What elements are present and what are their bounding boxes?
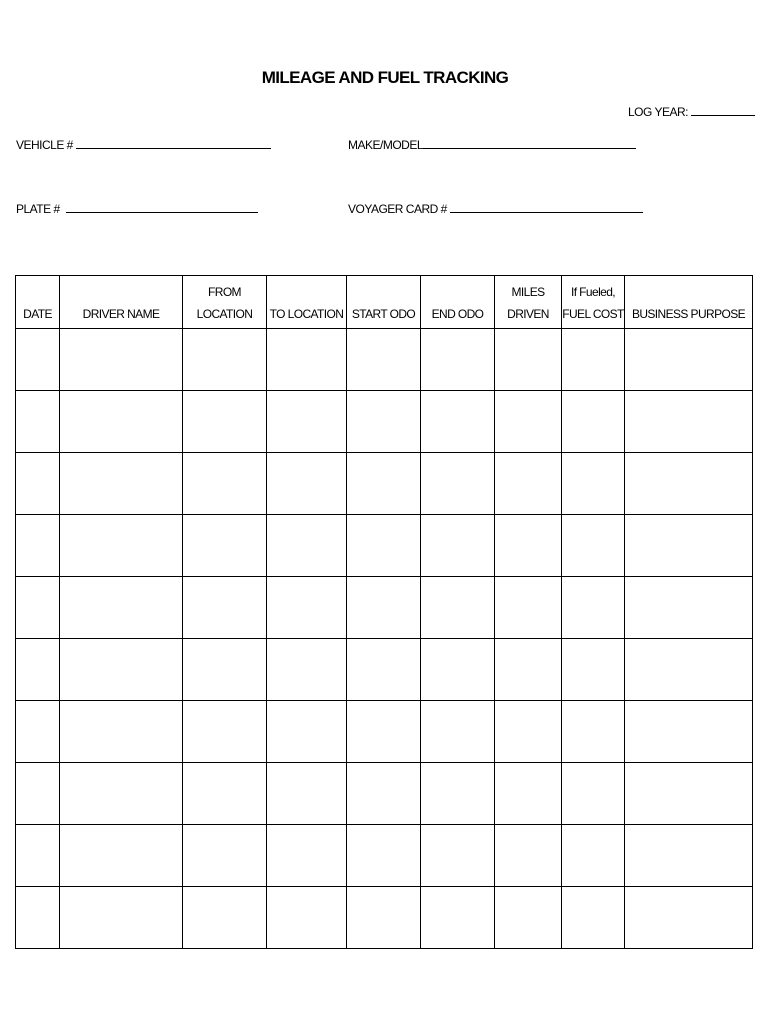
cell-date[interactable] — [16, 453, 60, 515]
cell-miles-driven[interactable] — [495, 639, 562, 701]
cell-business-purpose[interactable] — [625, 763, 753, 825]
voyager-card-blank[interactable] — [450, 200, 643, 213]
table-row — [16, 453, 753, 515]
table-body — [16, 329, 753, 949]
cell-business-purpose[interactable] — [625, 825, 753, 887]
cell-driver-name[interactable] — [60, 763, 183, 825]
cell-to-location[interactable] — [267, 887, 347, 949]
page-title: MILEAGE AND FUEL TRACKING — [261, 68, 509, 87]
cell-start-odo[interactable] — [347, 577, 421, 639]
cell-start-odo[interactable] — [347, 639, 421, 701]
cell-fuel-cost[interactable] — [562, 825, 625, 887]
column-header-driver-name: DRIVER NAME — [60, 276, 183, 329]
cell-to-location[interactable] — [267, 329, 347, 391]
cell-date[interactable] — [16, 825, 60, 887]
cell-end-odo[interactable] — [421, 391, 495, 453]
cell-fuel-cost[interactable] — [562, 453, 625, 515]
table-row — [16, 329, 753, 391]
cell-business-purpose[interactable] — [625, 329, 753, 391]
cell-fuel-cost[interactable] — [562, 329, 625, 391]
cell-business-purpose[interactable] — [625, 577, 753, 639]
vehicle-blank[interactable] — [76, 136, 271, 149]
cell-end-odo[interactable] — [421, 763, 495, 825]
cell-miles-driven[interactable] — [495, 887, 562, 949]
cell-start-odo[interactable] — [347, 391, 421, 453]
cell-to-location[interactable] — [267, 391, 347, 453]
cell-to-location[interactable] — [267, 825, 347, 887]
cell-business-purpose[interactable] — [625, 639, 753, 701]
cell-business-purpose[interactable] — [625, 391, 753, 453]
column-header-miles-driven: MILES DRIVEN — [495, 276, 562, 329]
cell-miles-driven[interactable] — [495, 825, 562, 887]
cell-date[interactable] — [16, 763, 60, 825]
cell-business-purpose[interactable] — [625, 887, 753, 949]
cell-miles-driven[interactable] — [495, 763, 562, 825]
cell-fuel-cost[interactable] — [562, 391, 625, 453]
cell-driver-name[interactable] — [60, 825, 183, 887]
cell-from-location[interactable] — [183, 701, 267, 763]
cell-start-odo[interactable] — [347, 763, 421, 825]
cell-from-location[interactable] — [183, 453, 267, 515]
cell-miles-driven[interactable] — [495, 453, 562, 515]
mileage-log-table — [15, 275, 753, 949]
cell-to-location[interactable] — [267, 515, 347, 577]
table-row — [16, 639, 753, 701]
cell-end-odo[interactable] — [421, 825, 495, 887]
cell-start-odo[interactable] — [347, 515, 421, 577]
cell-from-location[interactable] — [183, 391, 267, 453]
cell-to-location[interactable] — [267, 763, 347, 825]
cell-end-odo[interactable] — [421, 453, 495, 515]
column-header-from-location: FROM LOCATION — [183, 276, 267, 329]
table-row — [16, 701, 753, 763]
cell-date[interactable] — [16, 887, 60, 949]
table-row — [16, 887, 753, 949]
cell-fuel-cost[interactable] — [562, 701, 625, 763]
voyager-card-field — [348, 200, 643, 216]
table-header-row — [16, 276, 753, 329]
cell-from-location[interactable] — [183, 639, 267, 701]
cell-miles-driven[interactable] — [495, 329, 562, 391]
cell-date[interactable] — [16, 515, 60, 577]
cell-end-odo[interactable] — [421, 887, 495, 949]
cell-driver-name[interactable] — [60, 329, 183, 391]
cell-start-odo[interactable] — [347, 329, 421, 391]
cell-to-location[interactable] — [267, 453, 347, 515]
cell-driver-name[interactable] — [60, 577, 183, 639]
voyager-card-label: VOYAGER CARD # — [348, 202, 447, 216]
column-header-date: DATE — [16, 276, 60, 329]
cell-fuel-cost[interactable] — [562, 639, 625, 701]
log-year-blank[interactable] — [691, 103, 755, 116]
cell-miles-driven[interactable] — [495, 515, 562, 577]
cell-driver-name[interactable] — [60, 391, 183, 453]
cell-date[interactable] — [16, 391, 60, 453]
plate-label: PLATE # — [16, 202, 60, 216]
log-year-label: LOG YEAR: — [628, 105, 688, 119]
cell-to-location[interactable] — [267, 577, 347, 639]
column-header-business-purpose: BUSINESS PURPOSE — [625, 276, 753, 329]
cell-from-location[interactable] — [183, 825, 267, 887]
cell-from-location[interactable] — [183, 763, 267, 825]
cell-end-odo[interactable] — [421, 515, 495, 577]
cell-miles-driven[interactable] — [495, 701, 562, 763]
cell-start-odo[interactable] — [347, 453, 421, 515]
cell-date[interactable] — [16, 639, 60, 701]
cell-miles-driven[interactable] — [495, 577, 562, 639]
cell-fuel-cost[interactable] — [562, 577, 625, 639]
table-row — [16, 763, 753, 825]
column-header-start-odo: START ODO — [347, 276, 421, 329]
table-row — [16, 577, 753, 639]
column-header-end-odo: END ODO — [421, 276, 495, 329]
vehicle-label: VEHICLE # — [16, 138, 73, 152]
plate-blank[interactable] — [66, 200, 258, 213]
cell-driver-name[interactable] — [60, 887, 183, 949]
cell-end-odo[interactable] — [421, 329, 495, 391]
cell-from-location[interactable] — [183, 515, 267, 577]
cell-business-purpose[interactable] — [625, 701, 753, 763]
table-row — [16, 391, 753, 453]
cell-driver-name[interactable] — [60, 639, 183, 701]
cell-fuel-cost[interactable] — [562, 887, 625, 949]
cell-driver-name[interactable] — [60, 701, 183, 763]
cell-miles-driven[interactable] — [495, 391, 562, 453]
make-model-label: MAKE/MODEL — [348, 138, 424, 152]
cell-driver-name[interactable] — [60, 453, 183, 515]
column-header-to-location: TO LOCATION — [267, 276, 347, 329]
make-model-field — [348, 136, 636, 152]
cell-date[interactable] — [16, 701, 60, 763]
cell-start-odo[interactable] — [347, 825, 421, 887]
cell-end-odo[interactable] — [421, 577, 495, 639]
cell-to-location[interactable] — [267, 639, 347, 701]
cell-start-odo[interactable] — [347, 887, 421, 949]
cell-fuel-cost[interactable] — [562, 763, 625, 825]
cell-driver-name[interactable] — [60, 515, 183, 577]
column-header-fuel-cost: If Fueled, FUEL COST — [562, 276, 625, 329]
cell-to-location[interactable] — [267, 701, 347, 763]
cell-date[interactable] — [16, 329, 60, 391]
table-row — [16, 515, 753, 577]
cell-from-location[interactable] — [183, 329, 267, 391]
cell-date[interactable] — [16, 577, 60, 639]
cell-fuel-cost[interactable] — [562, 515, 625, 577]
cell-from-location[interactable] — [183, 577, 267, 639]
log-year-field — [628, 103, 755, 119]
cell-business-purpose[interactable] — [625, 515, 753, 577]
make-model-blank[interactable] — [423, 136, 636, 149]
cell-end-odo[interactable] — [421, 639, 495, 701]
plate-field — [16, 200, 258, 216]
cell-from-location[interactable] — [183, 887, 267, 949]
table-row — [16, 825, 753, 887]
cell-start-odo[interactable] — [347, 701, 421, 763]
cell-end-odo[interactable] — [421, 701, 495, 763]
cell-business-purpose[interactable] — [625, 453, 753, 515]
vehicle-field — [16, 136, 271, 152]
